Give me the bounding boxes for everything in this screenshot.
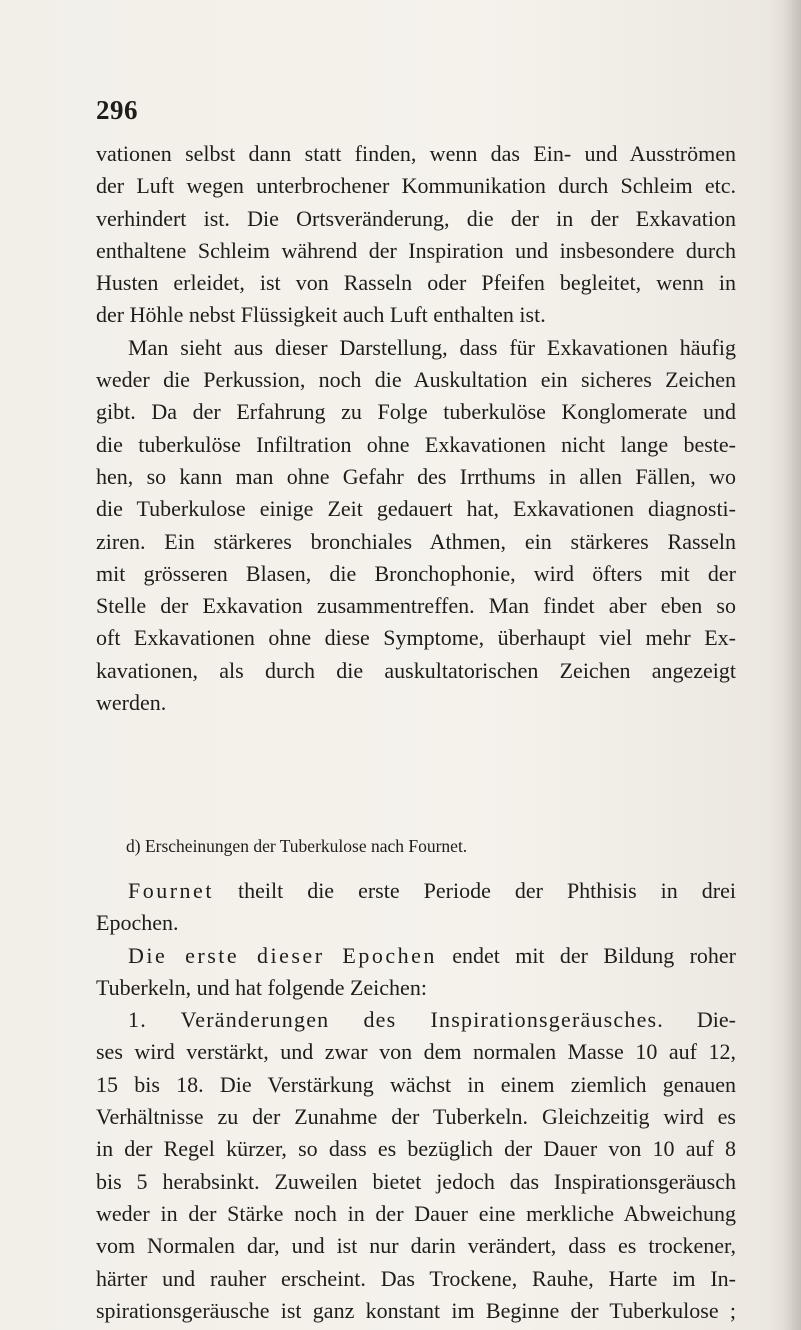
body-text-upper [96, 138, 736, 719]
text-line: der Höhle nebst Flüssigkeit auch Luft enthalten ist. [96, 302, 546, 328]
text-line: Stelle der Exkavation zusammentreffen. Man findet aber eben so [96, 593, 736, 619]
text-line: mit grösseren Blasen, die Bronchophonie, wird öfters mit der [96, 560, 736, 586]
page-edge-shadow [783, 0, 801, 1330]
text-line: Verhältnisse zu der Zunahme der Tuberkeln. Gleichzeitig wird es [96, 1104, 736, 1130]
page-number: 296 [96, 95, 138, 125]
text-line: werden. [96, 690, 167, 716]
text-span: endet mit der Bildung roher [452, 942, 737, 968]
text-line: ziren. Ein stärkeres bronchiales Athmen, ein stärkeres Rasseln [96, 528, 736, 554]
text-line: härter und rauher erscheint. Das Trockene, Rauhe, Harte im In- [96, 1265, 736, 1291]
text-line: Epochen. [96, 910, 179, 936]
text-line: verhindert ist. Die Ortsveränderung, die der in der Exkavation [96, 205, 736, 231]
text-line: gibt. Da der Erfahrung zu Folge tuberkulöse Konglomerate und [96, 399, 736, 425]
text-line: Husten erleidet, ist von Rasseln oder Pfeifen begleitet, wenn in [96, 270, 736, 296]
section-heading: d) Erscheinungen der Tuberkulose nach Fournet. [126, 836, 468, 856]
text-line [96, 940, 736, 972]
text-span: Die- [696, 1007, 736, 1033]
text-line: kavationen, als durch die auskultatorischen Zeichen angezeigt [96, 657, 736, 683]
text-line: weder die Perkussion, noch die Auskultation ein sicheres Zeichen [96, 367, 736, 393]
text-line: vationen selbst dann statt finden, wenn das Ein- und Ausströmen [96, 141, 736, 166]
text-line: hen, so kann man ohne Gefahr des Irrthums in allen Fällen, wo [96, 463, 736, 489]
text-span: theilt die erste Periode der Phthisis in drei [237, 878, 736, 903]
text-line: spirationsgeräusche ist ganz konstant im Beginne der Tuberkulose ; [96, 1297, 736, 1323]
text-line: 15 bis 18. Die Verstärkung wächst in einem ziemlich genauen [96, 1071, 736, 1097]
text-line: Man sieht aus dieser Darstellung, dass für Exkavationen häufig [128, 334, 736, 360]
text-line: weder in der Stärke noch in der Dauer eine merkliche Abweichung [96, 1200, 736, 1226]
text-line: die Tuberkulose einige Zeit gedauert hat, Exkavationen diagnosti- [96, 496, 736, 522]
text-line: vom Normalen dar, und ist nur darin verändert, dass es trockener, [96, 1233, 736, 1259]
text-line: Tuberkeln, und hat folgende Zeichen: [96, 974, 427, 1000]
author-name: Fournet [128, 878, 214, 903]
text-line: in der Regel kürzer, so dass es bezüglich der Dauer von 10 auf 8 [96, 1136, 736, 1162]
text-line: oft Exkavationen ohne diese Symptome, überhaupt viel mehr Ex- [96, 625, 736, 651]
text-line: der Luft wegen unterbrochener Kommunikation durch Schleim etc. [96, 173, 736, 199]
text-line: bis 5 herabsinkt. Zuweilen bietet jedoch das Inspirationsgeräusch [96, 1168, 736, 1194]
body-text-lower [96, 875, 736, 1327]
text-line [96, 1004, 736, 1036]
text-line: ses wird verstärkt, und zwar von dem normalen Masse 10 auf 12, [96, 1039, 736, 1065]
text-line: enthaltene Schleim während der Inspiration und insbesondere durch [96, 237, 736, 263]
text-line: die tuberkulöse Infiltration ohne Exkavationen nicht lange beste- [96, 431, 736, 457]
numbered-item-heading: 1. Veränderungen des Inspirationsgeräusches. [128, 1007, 664, 1033]
emphasized-phrase: Die erste dieser Epochen [128, 942, 437, 968]
text-line [96, 875, 736, 907]
